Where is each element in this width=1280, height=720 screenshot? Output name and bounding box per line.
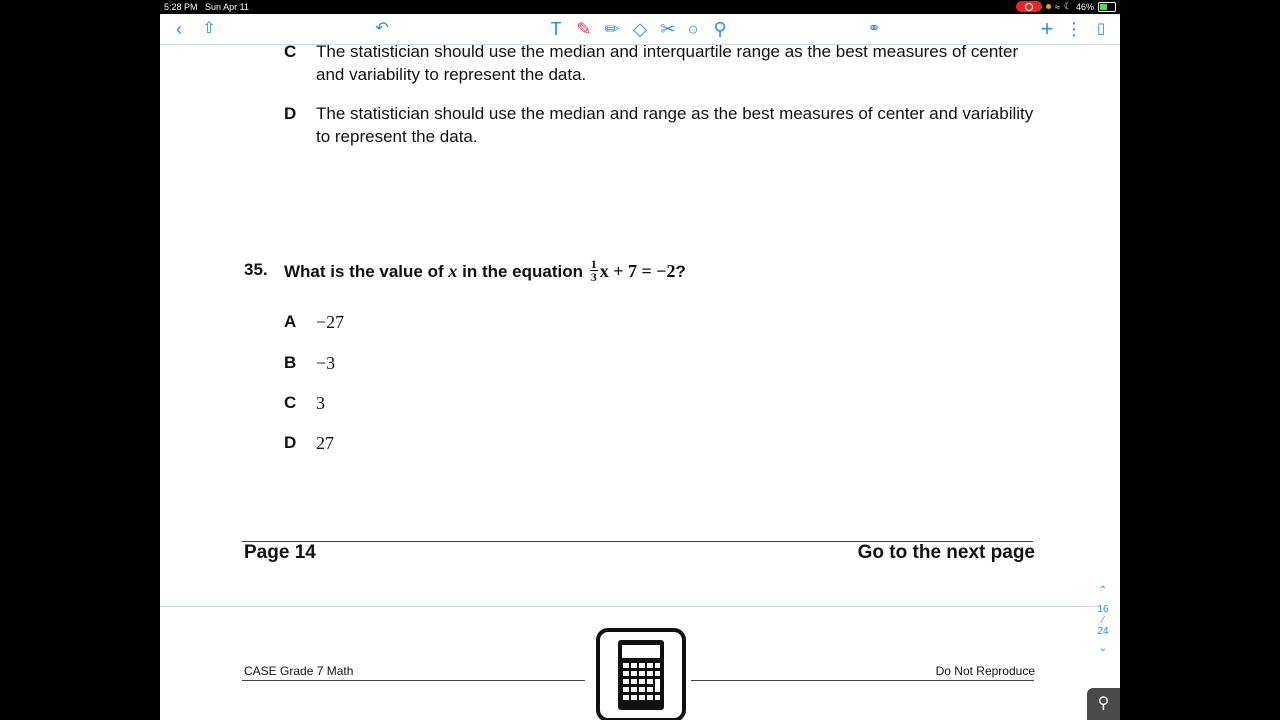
scissors-icon[interactable]: ✂ (660, 19, 676, 39)
page-label: Page 14 (244, 542, 316, 563)
app-toolbar (160, 14, 1120, 45)
highlighter-icon[interactable]: ✏ (604, 19, 620, 39)
wifi-icon: ≈ (1054, 1, 1060, 12)
moon-icon: ☾ (1063, 1, 1072, 11)
option-text: The statistician should use the median and interquartile range as the best measures of center and variability to represent the data. (316, 45, 1019, 84)
document-page[interactable]: C The statistician should use the median and interquartile range as the best measures of center and variability to represent the data. D The statistician should use the median and range as the best measures of center and variability to represent the data. 35. What is the value of x in the equation $\frac{1}{3}$ x + 7 = −2? A −27 B −3 C 3 D 27 Page 14 Go to the next page CASE Grade 7 Math Do Not Reproduce (160, 45, 1120, 720)
pen-icon[interactable]: ✎ (576, 19, 592, 39)
recording-indicator (1016, 1, 1042, 12)
next-page-label: Go to the next page (857, 542, 1035, 563)
current-page-number: 16 (1097, 604, 1109, 615)
status-right (1016, 1, 1116, 12)
equation-rest: x + 7 = −2 (599, 260, 676, 281)
microphone-icon[interactable]: ⚭ (867, 20, 881, 37)
text-tool-icon[interactable]: T (550, 19, 562, 39)
more-icon[interactable]: ⋮ (1065, 19, 1083, 39)
undo-icon[interactable]: ↶ (375, 20, 389, 37)
slash: ⁄ (1102, 615, 1104, 626)
plus-icon[interactable]: + (1040, 16, 1054, 41)
page-view-icon[interactable]: ▯ (1096, 20, 1106, 37)
calculator-icon (596, 628, 686, 720)
battery-percent: 46% (1075, 1, 1094, 12)
share-icon[interactable]: ⇧ (202, 20, 216, 37)
next-page-footer-right: Do Not Reproduce (935, 664, 1035, 678)
zoom-icon[interactable]: ⚲ (1087, 688, 1120, 720)
option-letter: C (284, 45, 297, 61)
total-page-number: 24 (1097, 626, 1109, 637)
chevron-up-icon[interactable]: ⌃ (1098, 585, 1108, 596)
question-stem: What is the value of x in the equation $\frac{1}{3}$ x + 7 = −2? (284, 257, 686, 284)
status-time: 5:28 PM Sun Apr 11 (164, 2, 249, 12)
option-text: The statistician should use the median and range as the best measures of center and variability to represent the data. (316, 104, 1034, 146)
eraser-icon[interactable]: ◇ (633, 19, 647, 39)
footer-left-rule (242, 680, 585, 681)
chevron-left-icon[interactable]: ‹ (176, 19, 182, 39)
lasso-icon[interactable]: ⚲ (713, 19, 727, 39)
fraction: $\frac{1}{3}$ (590, 257, 597, 284)
shape-icon[interactable]: ○ (687, 19, 699, 39)
question-number: 35. (244, 260, 268, 279)
battery-icon (1098, 2, 1116, 12)
page-scroll-indicator[interactable] (1095, 585, 1111, 654)
footer-right-rule (691, 680, 1034, 681)
chevron-down-icon[interactable]: ⌄ (1098, 643, 1108, 654)
status-bar (0, 0, 1280, 14)
mic-dot-indicator (1046, 4, 1051, 9)
next-page-footer-left: CASE Grade 7 Math (244, 664, 354, 678)
page-separator (160, 606, 1100, 607)
option-letter: D (284, 104, 297, 123)
